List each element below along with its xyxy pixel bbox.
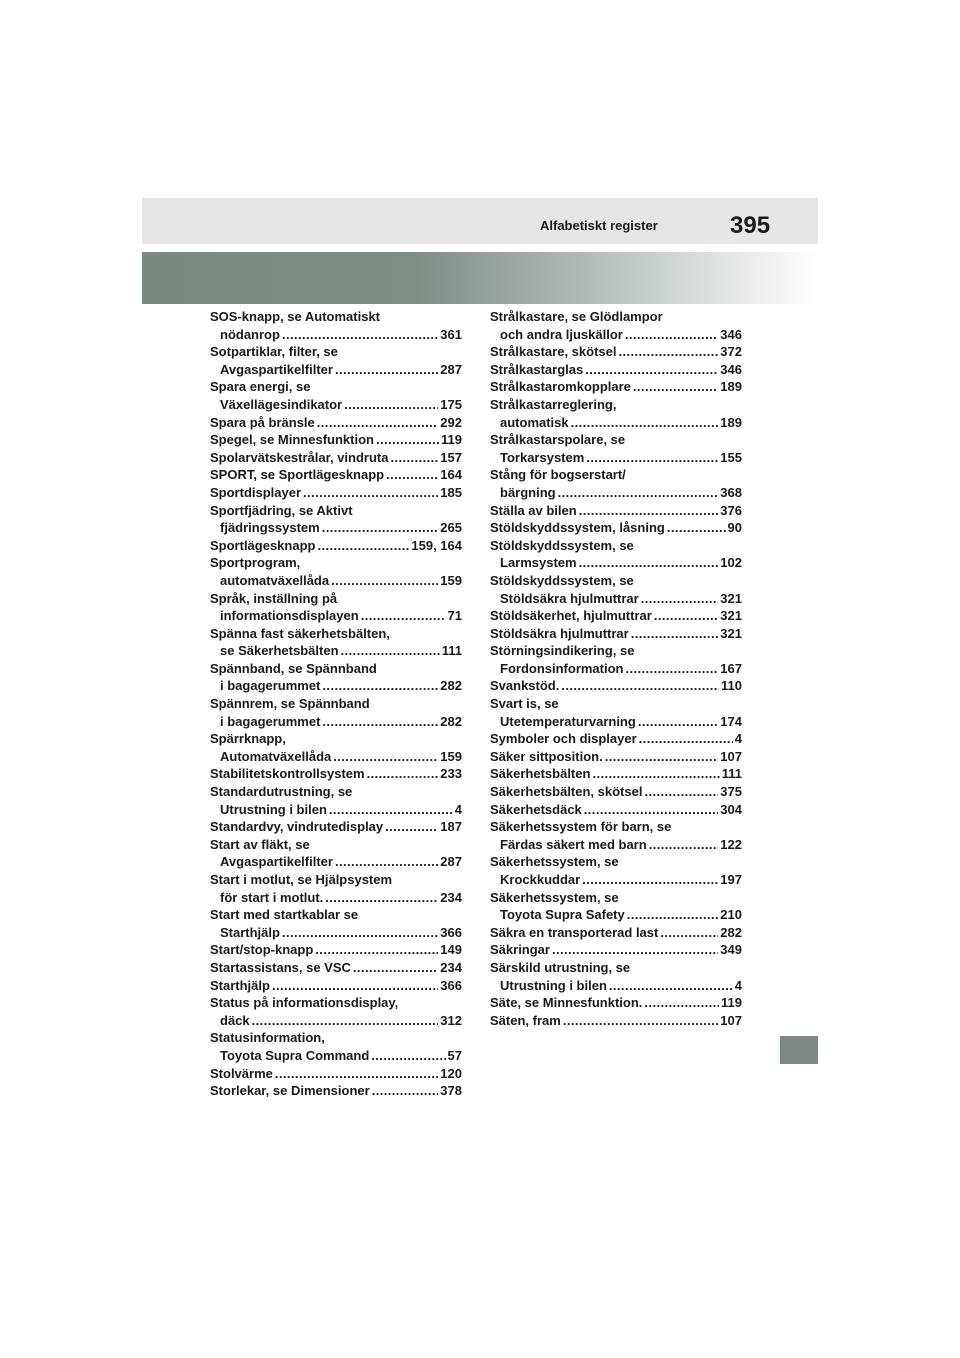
index-entry	[490, 924, 742, 942]
index-page-ref: 174	[720, 713, 742, 729]
dot-leader	[582, 871, 718, 889]
index-entry-text: Stöldskyddssystem, se	[490, 572, 634, 588]
index-entry-text: Svart is, se	[490, 696, 559, 712]
index-page-ref: 265	[440, 520, 462, 536]
index-page-ref: 111	[721, 766, 742, 782]
index-entry-text: Starthjälp	[220, 924, 280, 940]
index-entry	[210, 871, 462, 906]
index-page-ref: 372	[720, 344, 742, 360]
dot-leader	[631, 625, 719, 643]
index-page-ref: 102	[720, 555, 742, 571]
index-entry-text: Spännband, se Spännband	[210, 660, 377, 676]
index-entry	[490, 695, 742, 730]
dot-leader	[563, 1012, 718, 1030]
index-entry-text: Svankstöd.	[490, 678, 560, 694]
index-page-ref: 304	[720, 801, 742, 817]
dot-leader	[609, 977, 733, 995]
index-entry-text: Fordonsinformation	[500, 660, 624, 676]
index-entry-text: Stöldsäkra hjulmuttrar	[500, 590, 639, 606]
index-page-ref: 234	[440, 889, 462, 905]
index-page-ref: 366	[440, 924, 462, 940]
index-entry-text: Toyota Supra Safety	[500, 907, 625, 923]
index-entry-text: Stöldsäkra hjulmuttrar	[490, 625, 629, 641]
dot-leader	[335, 361, 438, 379]
index-entry	[490, 519, 742, 537]
index-entry-text: Utetemperaturvarning	[500, 713, 636, 729]
index-entry-text: Sportlägesknapp	[210, 537, 316, 553]
dot-leader	[571, 414, 719, 432]
dot-leader	[371, 1047, 445, 1065]
dot-leader	[579, 554, 719, 572]
index-entry-text: Spara energi, se	[210, 379, 311, 395]
dot-leader	[641, 590, 719, 608]
dot-leader	[353, 959, 438, 977]
dot-leader	[386, 466, 438, 484]
dot-leader	[585, 361, 718, 379]
index-entry	[210, 994, 462, 1029]
index-page-ref: 110	[721, 678, 742, 694]
index-page-ref: 185	[440, 484, 462, 500]
dot-leader	[322, 677, 438, 695]
dot-leader	[275, 1065, 438, 1083]
index-entry-text: Strålkastarreglering,	[490, 396, 617, 412]
index-entry	[210, 378, 462, 413]
index-entry	[490, 889, 742, 924]
index-entry-text: Störningsindikering, se	[490, 643, 635, 659]
index-entry	[490, 765, 742, 783]
index-entry	[210, 431, 462, 449]
index-entry-text: Säkerhetssystem, se	[490, 889, 619, 905]
index-page-ref: 376	[720, 502, 742, 518]
dot-leader	[322, 713, 438, 731]
index-entry	[210, 730, 462, 765]
index-entry-text: automatisk	[500, 414, 569, 430]
dot-leader	[333, 748, 438, 766]
index-entry-text: fjädringssystem	[220, 520, 320, 536]
dot-leader	[322, 519, 439, 537]
index-entry-text: Språk, inställning på	[210, 590, 338, 606]
dot-leader	[317, 537, 409, 555]
index-entry	[210, 941, 462, 959]
dot-leader	[592, 765, 719, 783]
index-page-ref: 346	[720, 326, 742, 342]
dot-leader	[552, 941, 718, 959]
index-entry-text: SPORT, se Sportlägesknapp	[210, 467, 385, 483]
index-entry-text: Avgaspartikelfilter	[220, 854, 333, 870]
index-entry	[210, 660, 462, 695]
index-entry-text: Start med startkablar se	[210, 907, 359, 923]
index-entry-text: Start av fläkt, se	[210, 836, 310, 852]
index-entry	[490, 959, 742, 994]
index-page-ref: 107	[720, 1012, 742, 1028]
index-entry	[490, 466, 742, 501]
index-entry-text: Strålkastarglas	[490, 361, 584, 377]
index-page-ref: 287	[440, 854, 462, 870]
dot-leader	[272, 977, 438, 995]
index-page-ref: 349	[720, 942, 742, 958]
index-entry	[490, 625, 742, 643]
index-page-ref: 234	[440, 959, 462, 975]
dot-leader	[654, 607, 718, 625]
index-entry-text: Starthjälp	[210, 977, 270, 993]
index-entry	[490, 343, 742, 361]
index-entry	[490, 783, 742, 801]
index-entry-text: Säker sittposition.	[490, 748, 603, 764]
index-page-ref: 159	[440, 748, 462, 764]
index-entry	[490, 361, 742, 379]
index-entry	[490, 396, 742, 431]
index-page-ref: 321	[720, 625, 742, 641]
index-entry	[490, 572, 742, 607]
index-entry-text: Sotpartiklar, filter, se	[210, 344, 338, 360]
index-page-ref: 378	[440, 1083, 462, 1099]
index-entry	[210, 484, 462, 502]
index-entry-text: Standardvy, vindrutedisplay	[210, 819, 384, 835]
index-page-ref: 282	[440, 678, 462, 694]
index-page-ref: 4	[734, 731, 742, 747]
dot-leader	[649, 836, 719, 854]
page-number: 395	[730, 212, 771, 239]
index-entry-text: Strålkastare, se Glödlampor	[490, 309, 663, 324]
index-entry-text: Startassistans, se VSC	[210, 959, 351, 975]
index-page-ref: 210	[720, 907, 742, 923]
index-entry-text: Färdas säkert med barn	[500, 836, 647, 852]
dot-leader	[329, 801, 453, 819]
index-entry-text: Automatväxellåda	[220, 748, 332, 764]
index-entry-text: SOS-knapp, se Automatiskt	[210, 309, 380, 324]
index-entry-text: Ställa av bilen	[490, 502, 577, 518]
index-entry	[210, 554, 462, 589]
index-entry-text: Standardutrustning, se	[210, 784, 353, 800]
dot-leader	[638, 713, 718, 731]
index-entry-text: Utrustning i bilen	[220, 801, 327, 817]
index-entry-text: Storlekar, se Dimensioner	[210, 1083, 370, 1099]
dot-leader	[376, 431, 439, 449]
index-entry-text: Spänna fast säkerhetsbälten,	[210, 625, 390, 641]
dot-leader	[561, 677, 719, 695]
index-entry-text: Strålkastare, skötsel	[490, 344, 617, 360]
index-page-ref: 159	[440, 572, 462, 588]
index-entry-text: Sportdisplayer	[210, 484, 302, 500]
index-page-ref: 90	[727, 520, 742, 536]
index-page-ref: 233	[440, 766, 462, 782]
dot-leader	[344, 396, 438, 414]
index-entry-text: i bagagerummet	[220, 678, 321, 694]
index-entry	[490, 431, 742, 466]
index-entry-text: Stabilitetskontrollsystem	[210, 766, 365, 782]
index-entry-text: och andra ljuskällor	[500, 326, 623, 342]
index-entry-text: Avgaspartikelfilter	[220, 361, 333, 377]
dot-leader	[618, 343, 718, 361]
index-entry	[210, 695, 462, 730]
dot-leader	[361, 607, 446, 625]
dot-leader	[341, 642, 440, 660]
index-page-ref: 282	[720, 924, 742, 940]
index-page-ref: 119	[441, 432, 462, 448]
index-entry	[210, 1065, 462, 1083]
index-entry	[210, 449, 462, 467]
index-column-right	[490, 308, 742, 1029]
index-entry	[490, 378, 742, 396]
index-entry	[490, 308, 742, 343]
index-page-ref: 57	[447, 1047, 462, 1063]
index-entry	[210, 466, 462, 484]
index-entry-text: se Säkerhetsbälten	[220, 643, 339, 659]
index-entry-text: för start i motlut.	[220, 889, 324, 905]
index-entry-text: Säkerhetssystem för barn, se	[490, 819, 672, 835]
index-page-ref: 189	[720, 414, 742, 430]
index-entry-text: Stolvärme	[210, 1065, 273, 1081]
index-entry	[490, 748, 742, 766]
index-page-ref: 119	[721, 995, 742, 1011]
index-entry-text: Stöldskyddssystem, låsning	[490, 520, 665, 536]
index-entry-text: Sportfjädring, se Aktivt	[210, 502, 353, 518]
index-entry	[490, 941, 742, 959]
dot-leader	[335, 853, 438, 871]
index-entry	[490, 677, 742, 695]
dot-leader	[644, 783, 718, 801]
dot-leader	[252, 1012, 439, 1030]
index-entry-text: Spara på bränsle	[210, 414, 315, 430]
index-entry	[490, 502, 742, 520]
dot-leader	[385, 818, 438, 836]
index-entry	[210, 537, 462, 555]
index-entry	[490, 642, 742, 677]
index-column-left	[210, 308, 462, 1100]
index-page-ref: 155	[720, 449, 742, 465]
section-title: Alfabetiskt register	[540, 218, 658, 233]
index-entry-text: Torkarsystem	[500, 449, 585, 465]
index-page-ref: 368	[720, 484, 742, 500]
index-entry	[210, 977, 462, 995]
index-entry-text: Start/stop-knapp	[210, 942, 314, 958]
index-page-ref: 4	[454, 801, 462, 817]
index-entry-text: bärgning	[500, 484, 556, 500]
dot-leader	[660, 924, 718, 942]
dot-leader	[282, 924, 438, 942]
dot-leader	[644, 994, 719, 1012]
index-entry-text: Växellägesindikator	[220, 396, 343, 412]
index-page-ref: 292	[440, 414, 462, 430]
dot-leader	[282, 326, 438, 344]
index-entry	[490, 801, 742, 819]
index-entry	[210, 836, 462, 871]
index-page-ref: 107	[720, 748, 742, 764]
index-entry-text: Spärrknapp,	[210, 731, 286, 747]
index-entry	[210, 502, 462, 537]
index-entry	[210, 625, 462, 660]
dot-leader	[625, 326, 718, 344]
dot-leader	[633, 378, 718, 396]
index-entry-text: Stöldsäkerhet, hjulmuttrar	[490, 608, 652, 624]
index-page-ref: 157	[440, 449, 462, 465]
index-page-ref: 312	[440, 1012, 462, 1028]
index-entry-text: Särskild utrustning, se	[490, 959, 631, 975]
dot-leader	[605, 748, 719, 766]
index-page-ref: 120	[440, 1065, 462, 1081]
index-entry-text: Stång för bogserstart/	[490, 467, 626, 483]
index-page-ref: 149	[440, 942, 462, 958]
index-entry-text: automatväxellåda	[220, 572, 330, 588]
index-entry-text: nödanrop	[220, 326, 280, 342]
index-entry-text: däck	[220, 1012, 250, 1028]
index-page-ref: 187	[440, 819, 462, 835]
index-entry	[490, 853, 742, 888]
index-entry-text: Säkerhetsbälten, skötsel	[490, 784, 643, 800]
index-entry-text: Säkerhetsdäck	[490, 801, 582, 817]
index-entry	[210, 343, 462, 378]
dot-leader	[315, 941, 438, 959]
index-entry-text: Spännrem, se Spännband	[210, 696, 370, 712]
dot-leader	[372, 1082, 439, 1100]
index-entry	[210, 906, 462, 941]
index-entry-text: Säkerhetssystem, se	[490, 854, 619, 870]
index-entry	[490, 537, 742, 572]
index-entry-text: Krockkuddar	[500, 872, 581, 887]
index-page-ref: 321	[720, 608, 742, 624]
index-page-ref: 375	[720, 784, 742, 800]
section-thumb-tab	[780, 1036, 818, 1064]
index-entry	[210, 590, 462, 625]
dot-leader	[325, 889, 438, 907]
index-page-ref: 366	[440, 977, 462, 993]
index-page-ref: 346	[720, 361, 742, 377]
index-page-ref: 164	[440, 467, 462, 483]
index-entry	[490, 818, 742, 853]
dot-leader	[558, 484, 719, 502]
index-entry	[490, 730, 742, 748]
index-entry-text: Statusinformation,	[210, 1030, 325, 1046]
dot-leader	[317, 414, 439, 432]
index-entry-text: Start i motlut, se Hjälpsystem	[210, 872, 393, 887]
index-entry-text: informationsdisplayen	[220, 608, 359, 624]
index-page-ref: 287	[440, 361, 462, 377]
index-entry	[210, 765, 462, 783]
index-entry-text: Sportprogram,	[210, 555, 301, 571]
index-entry-text: Stöldskyddssystem, se	[490, 537, 634, 553]
index-page-ref: 282	[440, 713, 462, 729]
dot-leader	[626, 660, 719, 678]
index-entry-text: Säkringar	[490, 942, 550, 958]
dot-leader	[579, 502, 719, 520]
index-entry-text: Strålkastarspolare, se	[490, 432, 626, 448]
dot-leader	[584, 801, 719, 819]
index-entry-text: Säte, se Minnesfunktion.	[490, 995, 643, 1011]
index-entry-text: Strålkastaromkopplare	[490, 379, 631, 395]
index-entry-text: Säkra en transporterad last	[490, 924, 659, 940]
decorative-gradient-bar	[142, 252, 818, 304]
index-entry-text: Symboler och displayer	[490, 731, 637, 747]
index-page-ref: 189	[720, 379, 742, 395]
index-page-ref: 167	[720, 660, 742, 676]
dot-leader	[586, 449, 718, 467]
index-page-ref: 111	[441, 643, 462, 659]
index-page-ref: 361	[440, 326, 462, 342]
index-entry	[490, 994, 742, 1012]
header-band	[142, 198, 818, 244]
index-page-ref: 197	[720, 872, 742, 887]
index-entry-text: i bagagerummet	[220, 713, 321, 729]
index-page-ref: 175	[440, 396, 462, 412]
dot-leader	[639, 730, 733, 748]
index-page-ref: 159, 164	[411, 537, 462, 553]
index-entry-text: Säten, fram	[490, 1012, 561, 1028]
index-entry-text: Spolarvätskestrålar, vindruta	[210, 449, 389, 465]
index-entry	[210, 1082, 462, 1100]
dot-leader	[667, 519, 726, 537]
index-page-ref: 71	[447, 608, 462, 624]
index-entry-text: Toyota Supra Command	[220, 1047, 370, 1063]
index-entry-text: Larmsystem	[500, 555, 577, 571]
dot-leader	[627, 906, 719, 924]
index-entry	[490, 607, 742, 625]
index-entry-text: Spegel, se Minnesfunktion	[210, 432, 374, 448]
index-entry-text: Säkerhetsbälten	[490, 766, 591, 782]
index-entry-text: Status på informationsdisplay,	[210, 995, 399, 1011]
dot-leader	[367, 765, 439, 783]
index-page-ref: 4	[734, 977, 742, 993]
dot-leader	[331, 572, 438, 590]
index-entry	[210, 308, 462, 343]
index-page-ref: 122	[720, 836, 742, 852]
dot-leader	[303, 484, 438, 502]
index-entry	[210, 959, 462, 977]
index-entry	[210, 818, 462, 836]
index-entry	[210, 1029, 462, 1064]
dot-leader	[390, 449, 438, 467]
index-entry-text: Utrustning i bilen	[500, 977, 607, 993]
index-entry	[210, 414, 462, 432]
index-entry	[490, 1012, 742, 1030]
index-entry	[210, 783, 462, 818]
index-page-ref: 321	[720, 590, 742, 606]
